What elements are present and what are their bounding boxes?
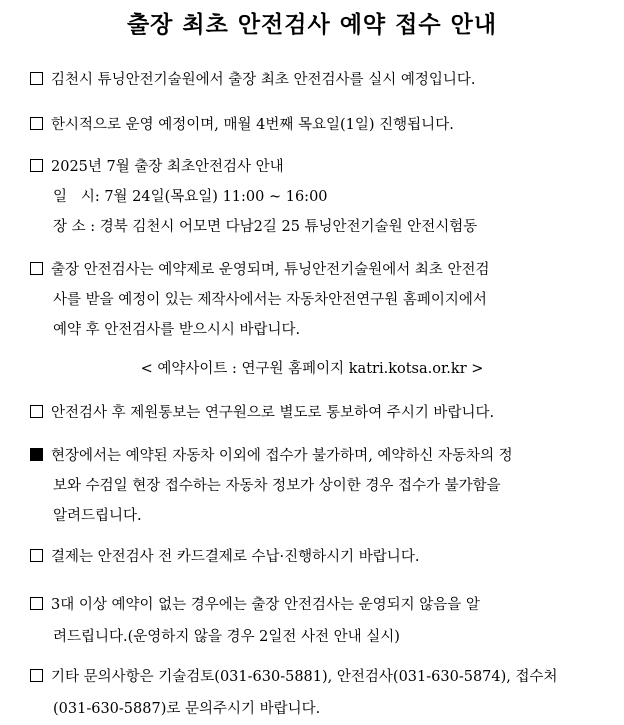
notice-text: 결제는 안전검사 전 카드결제로 수납·진행하시기 바랍니다.: [51, 549, 420, 565]
checkbox-filled-icon: [30, 448, 43, 461]
notice-text: 2025년 7월 출장 최초안전검사 안내: [51, 159, 284, 175]
checkbox-empty-icon: [30, 262, 43, 275]
checkbox-empty-icon: [30, 669, 43, 682]
notice-text: (031-630-5887)로 문의주시기 바랍니다.: [53, 701, 321, 717]
notice-text: 예약 후 안전검사를 받으시시 바랍니다.: [53, 322, 301, 338]
notice-item-4: [30, 255, 610, 345]
notice-text: 현장에서는 예약된 자동차 이외에 접수가 불가하며, 예약하신 자동차의 정: [51, 448, 513, 464]
notice-text: 김천시 튜닝안전기술원에서 출장 최초 안전검사를 실시 예정입니다.: [51, 72, 476, 88]
notice-text: 안전검사 후 제원통보는 연구원으로 별도로 통보하여 주시기 바랍니다.: [51, 405, 495, 421]
schedule-line: 일 시: 7월 24일(목요일) 11:00 ~ 16:00: [53, 189, 328, 205]
notice-text: 기타 문의사항은 기술검토(031-630-5881), 안전검사(031-630-5874), 접수처: [51, 669, 558, 685]
page-title: 출장 최초 안전검사 예약 접수 안내: [126, 12, 498, 38]
notice-text: 한시적으로 운영 예정이며, 매월 4번째 목요일(1일) 진행됩니다.: [51, 117, 454, 133]
checkbox-empty-icon: [30, 549, 43, 562]
notice-text: 보와 수검일 현장 접수하는 자동차 정보가 상이한 경우 접수가 불가함을: [53, 478, 501, 494]
reservation-site-line: < 예약사이트 : 연구원 홈페이지 katri.kotsa.or.kr >: [140, 361, 484, 377]
checkbox-empty-icon: [30, 117, 43, 130]
notice-item-3: [30, 152, 610, 242]
notice-item-5: [30, 399, 610, 428]
notice-text: 알려드립니다.: [53, 508, 142, 524]
notice-item-7: [30, 543, 610, 572]
notice-item-1: [30, 66, 610, 95]
notice-text: 려드립니다.(운영하지 않을 경우 2일전 사전 안내 실시): [53, 629, 400, 645]
notice-item-2: [30, 111, 610, 140]
checkbox-empty-icon: [30, 597, 43, 610]
notice-text: 사를 받을 예정이 있는 제작사에서는 자동차안전연구원 홈페이지에서: [53, 292, 487, 308]
notice-item-8: [30, 589, 610, 653]
checkbox-empty-icon: [30, 72, 43, 85]
notice-text: 3대 이상 예약이 없는 경우에는 출장 안전검사는 운영되지 않음을 알: [51, 597, 480, 613]
checkbox-empty-icon: [30, 405, 43, 418]
checkbox-empty-icon: [30, 159, 43, 172]
notice-item-9: [30, 661, 610, 725]
notice-item-6: [30, 441, 610, 531]
location-line: 장 소 : 경북 김천시 어모면 다남2길 25 튜닝안전기술원 안전시험동: [53, 219, 478, 235]
notice-text: 출장 안전검사는 예약제로 운영되며, 튜닝안전기술원에서 최초 안전검: [51, 262, 490, 278]
